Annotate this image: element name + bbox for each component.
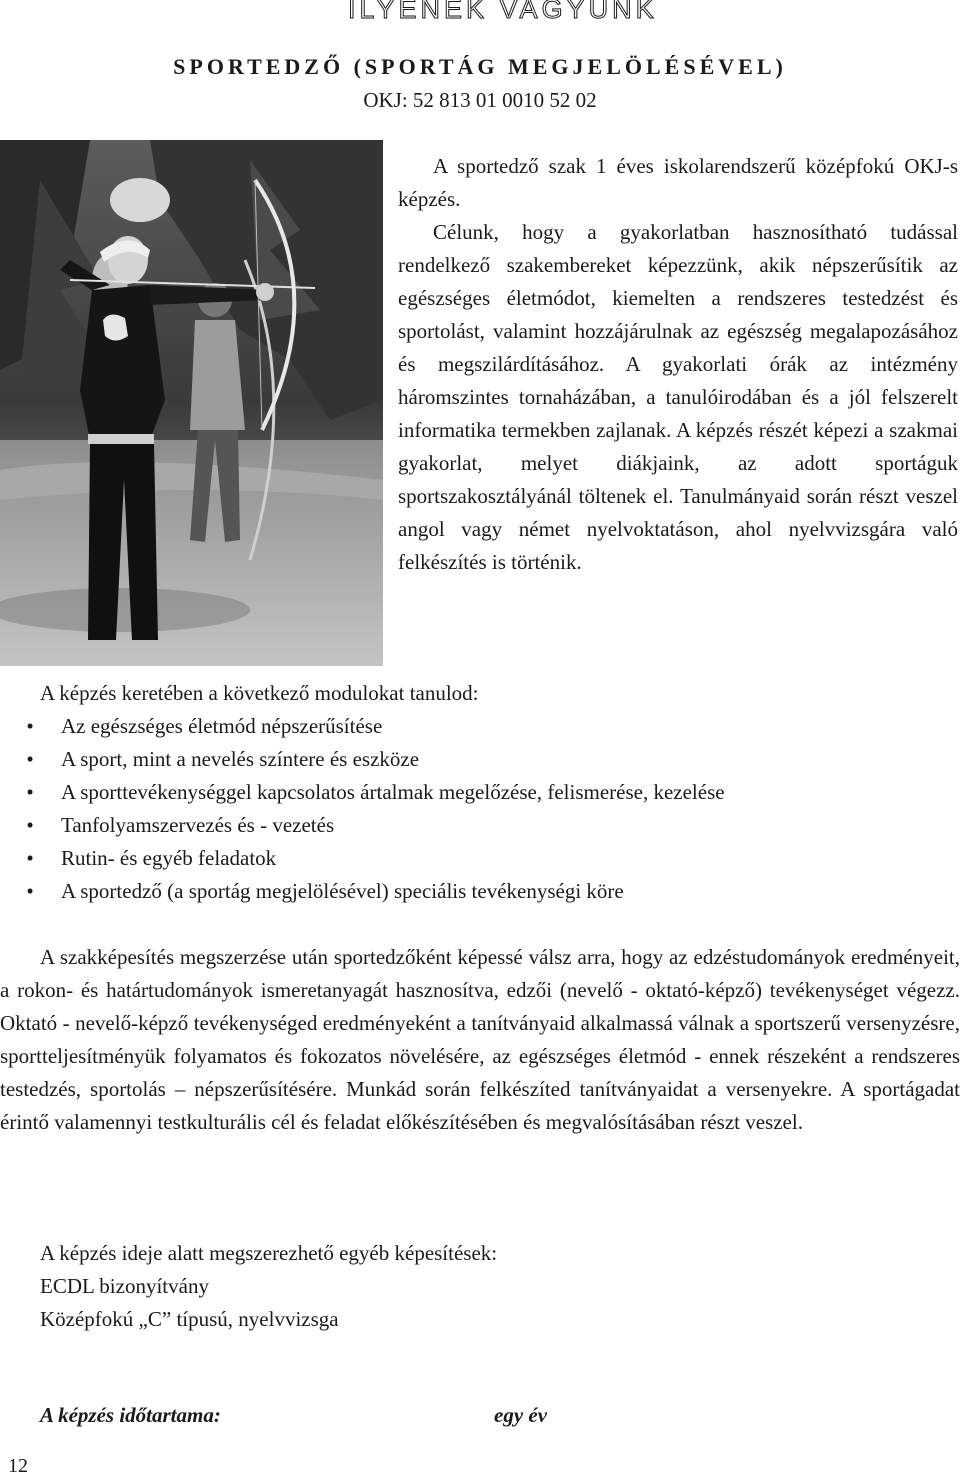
list-item [0, 743, 940, 776]
module-item: A sportedző (a sportág megjelölésével) speciális tevékenységi köre [61, 879, 624, 903]
bullet-icon: • [26, 813, 34, 837]
list-item [0, 776, 940, 809]
list-item [0, 842, 940, 875]
bullet-icon: • [26, 714, 34, 738]
module-item: Rutin- és egyéb feladatok [61, 846, 277, 870]
intro-paragraph: A sportedző szak 1 éves iskolarendszerű középfokú OKJ-s képzés. [398, 154, 958, 211]
archery-photo [0, 140, 383, 666]
module-list [26, 710, 940, 908]
qualification-paragraph [0, 941, 960, 1139]
module-list-section [26, 677, 940, 908]
intro-paragraph: Célunk, hogy a gyakorlatban hasznosítható tudással rendelkező szakembereket képezzünk, akik népszerűsítik az egészséges életmódot, kiemelten a rendszeres testedzést és sportolást, valamint hozzájárulnak az egészség megalapozásához és megszilárdításához. A gyakorlati órák az intézmény háromszintes tornaházában, a tanulóirodában és a jól felszerelt informatika termekben zajlanak. A képzés részét képezi a szakmai gyakorlat, melyet diákjaink, az adott sportáguk sportszakosztályánál töltenek el. Tanulmányaid során részt veszel angol vagy német nyelvoktatáson, ahol nyelvvizsgára való felkészítés is történik. [398, 220, 958, 574]
qualification-item: ECDL bizonyítvány [40, 1274, 209, 1298]
intro-text [398, 150, 958, 579]
running-header: ILYENEK VAGYUNK [348, 0, 658, 24]
bullet-icon: • [26, 747, 34, 771]
qualification-text: A szakképesítés megszerzése után sportedzőként képessé válsz arra, hogy az edzéstudományok eredményeit, a rokon- és határtudományok ismeretanyagát hasznosítva, edzői (nevelő - oktató-képző) tevékenységet végezz. Oktató - nevelő-képző tevékenységed eredményeként a tanítványaid alkalmassá válnak a sportszerű versenyzésre, sportteljesítményük folyamatos és fokozatos növelésére, az egészséges életmód - ennek részeként a rendszeres testedzés, sportolás – népszerűsítésére. Munkád során felkészíted tanítványaidat a versenyekre. A sportágadat érintő valamennyi testkulturális cél és feladat előkészítésében és megvalósításában részt veszel. [0, 945, 960, 1134]
duration-label: A képzés időtartama: [40, 1403, 221, 1427]
module-item: A sporttevékenységgel kapcsolatos ártalmak megelőzése, felismerése, kezelése [61, 780, 725, 804]
list-item [0, 875, 940, 908]
other-qualifications-intro: A képzés ideje alatt megszerezhető egyéb képesítések: [40, 1241, 498, 1265]
duration-value: egy év [494, 1403, 548, 1427]
other-qualifications [40, 1237, 497, 1336]
page-number: 12 [8, 1455, 28, 1477]
module-item: Az egészséges életmód népszerűsítése [61, 714, 383, 738]
qualification-item: Középfokú „C” típusú, nyelvvizsga [40, 1307, 339, 1331]
bullet-icon: • [26, 846, 34, 870]
list-item [0, 710, 940, 743]
module-list-intro: A képzés keretében a következő modulokat tanulod: [40, 681, 479, 705]
module-item: Tanfolyamszervezés és - vezetés [61, 813, 335, 837]
list-item [0, 809, 940, 842]
bullet-icon: • [26, 780, 34, 804]
bullet-icon: • [26, 879, 34, 903]
okj-code: OKJ: 52 813 01 0010 52 02 [363, 88, 597, 112]
document-title: SPORTEDZŐ (SPORTÁG MEGJELÖLÉSÉVEL) [173, 54, 787, 79]
module-item: A sport, mint a nevelés színtere és eszköze [61, 747, 420, 771]
